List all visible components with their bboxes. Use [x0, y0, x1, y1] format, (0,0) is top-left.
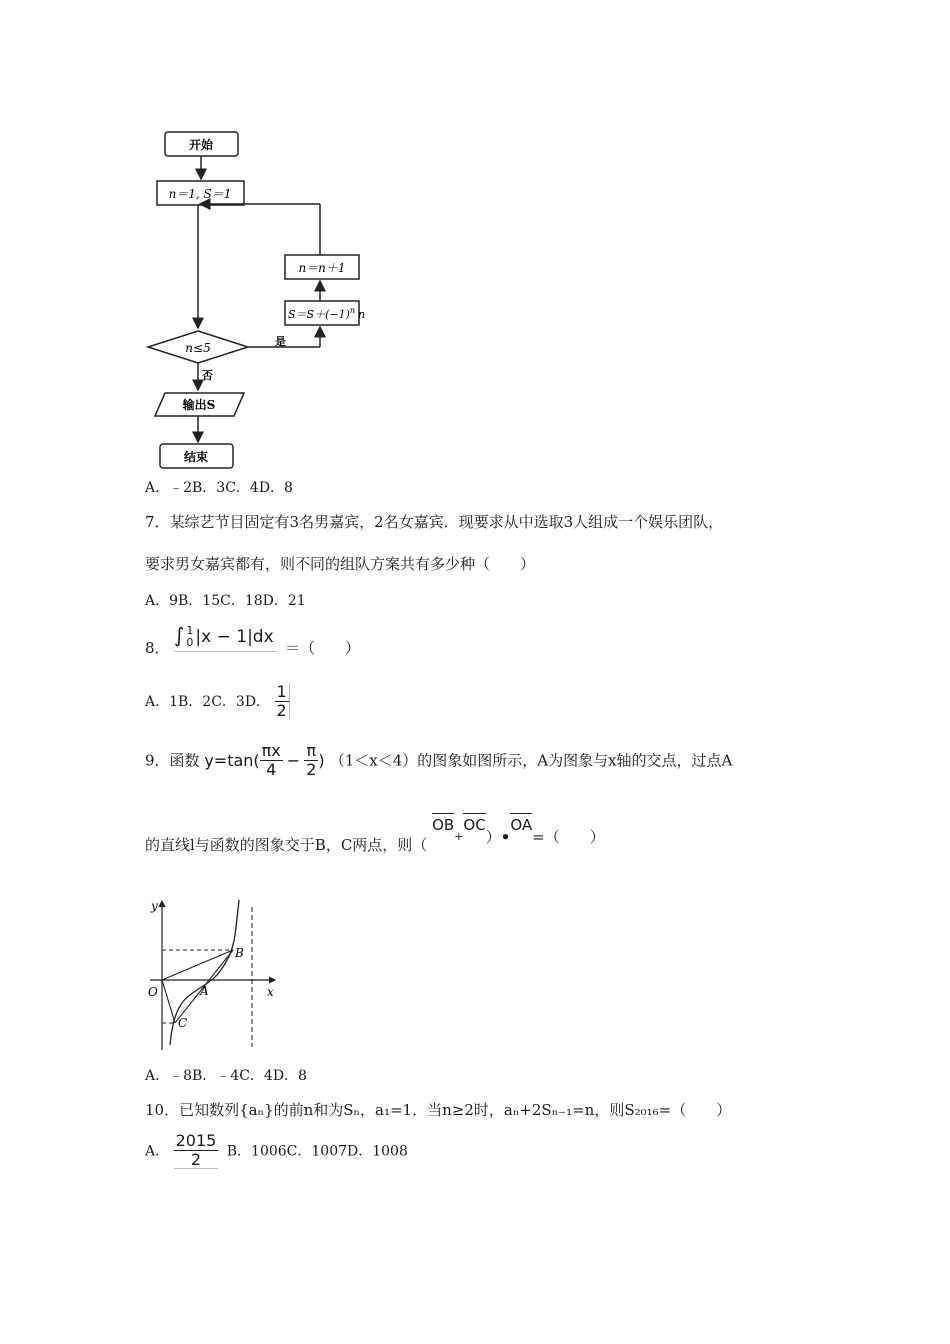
no-label: 否: [202, 369, 213, 382]
q8-option-d-fraction: [275, 683, 290, 719]
condition-label: n≤5: [185, 341, 211, 355]
q6-options: A．﹣2B．3C．4D．8: [145, 480, 293, 496]
frac-denominator: 2: [276, 700, 287, 720]
fraction-pi-over-2: $\frac{\pi}{2}$: [306, 741, 317, 779]
yes-label: 是: [275, 335, 286, 348]
frac-numerator: 1: [276, 682, 287, 701]
q9-tangent-graph: [145, 895, 285, 1055]
frac-denominator: 2: [190, 1149, 202, 1169]
q9-line2-prefix: 的直线l与函数的图象交于B，C两点，则（: [145, 836, 428, 854]
integral-lower: 0: [186, 636, 194, 649]
segment-oc: [162, 980, 175, 1023]
integral-sign: ∫: [174, 623, 185, 647]
q10-stem: 10．已知数列{aₙ}的前n和为Sₙ，a₁=1．当n≥2时，aₙ+2Sₙ₋₁=n，则S₂₀₁₆=（ ）: [145, 1101, 732, 1119]
q8-number: 8．: [145, 639, 170, 657]
q10-option-a-label: A．: [145, 1143, 170, 1160]
point-a-label: A: [200, 984, 209, 998]
point-c-label: C: [178, 1016, 188, 1030]
q10-options-rest: B．1006C．1007D．1008: [226, 1143, 408, 1160]
frac-numerator: 2015: [175, 1131, 217, 1150]
end-label: 结束: [183, 450, 209, 464]
point-b-label: B: [235, 946, 244, 960]
update-s-mid: (−1): [325, 308, 350, 321]
q9-options: A．﹣8B．﹣4C．4D．8: [145, 1068, 307, 1084]
q7-options: A．9B．15C．18D．21: [145, 593, 306, 609]
q8-tail: ＝（ ）: [285, 639, 361, 657]
flowchart: [140, 125, 380, 470]
vector-oc: OC: [463, 816, 485, 834]
vector-oa: OA: [510, 816, 532, 834]
func-head: y=tan(: [204, 750, 260, 770]
q8-integral-expression: [174, 623, 277, 652]
fraction-pix-over-4: $\frac{\pi x}{4}$: [261, 741, 281, 779]
update-s-right: n: [358, 308, 366, 321]
integral-upper: 1: [186, 624, 194, 638]
q9-tail1: （1＜x＜4）的图象如图所示，A为图象与x轴的交点，过点A: [329, 751, 733, 770]
q7-stem-line1: 7．某综艺节目固定有3名男嘉宾，2名女嘉宾．现要求从中选取3人组成一个娱乐团队，: [145, 513, 724, 531]
update-n-label: n＝n＋1: [298, 261, 346, 275]
update-s-exp: n: [349, 306, 356, 315]
segment-ob: [162, 950, 233, 980]
q10-options: [145, 1132, 408, 1169]
init-label: n＝1, S＝1: [168, 187, 232, 201]
q7-stem-line2: 要求男女嘉宾都有，则不同的组队方案共有多少种（ ）: [145, 555, 536, 573]
q9-prefix: 9．函数: [145, 751, 200, 770]
q9-tail2: =（ ）: [532, 828, 605, 846]
vector-ob: OB: [432, 816, 454, 834]
origin-label: O: [148, 985, 158, 999]
output-label: 输出S: [182, 398, 216, 412]
q9-stem-line2: 的直线l与函数的图象交于B，C两点，则（ $OB_+$ OC）• OA=（ ）: [145, 826, 605, 855]
start-label: 开始: [188, 138, 214, 152]
q9-function: y=tan( $\frac{\pi x}{4}$ − $\frac{\pi}{2}$ ): [204, 741, 325, 779]
q9-stem-line1: [145, 742, 732, 778]
integrand: |x − 1|dx: [195, 627, 274, 647]
update-s-left: S＝S＋: [288, 308, 326, 321]
q10-option-a-fraction: [174, 1132, 219, 1169]
q8-options-text: A．1B．2C．3D．: [145, 694, 271, 711]
q8-options: [145, 683, 290, 719]
y-axis-label: y: [151, 899, 158, 913]
x-axis-label: x: [267, 985, 274, 999]
